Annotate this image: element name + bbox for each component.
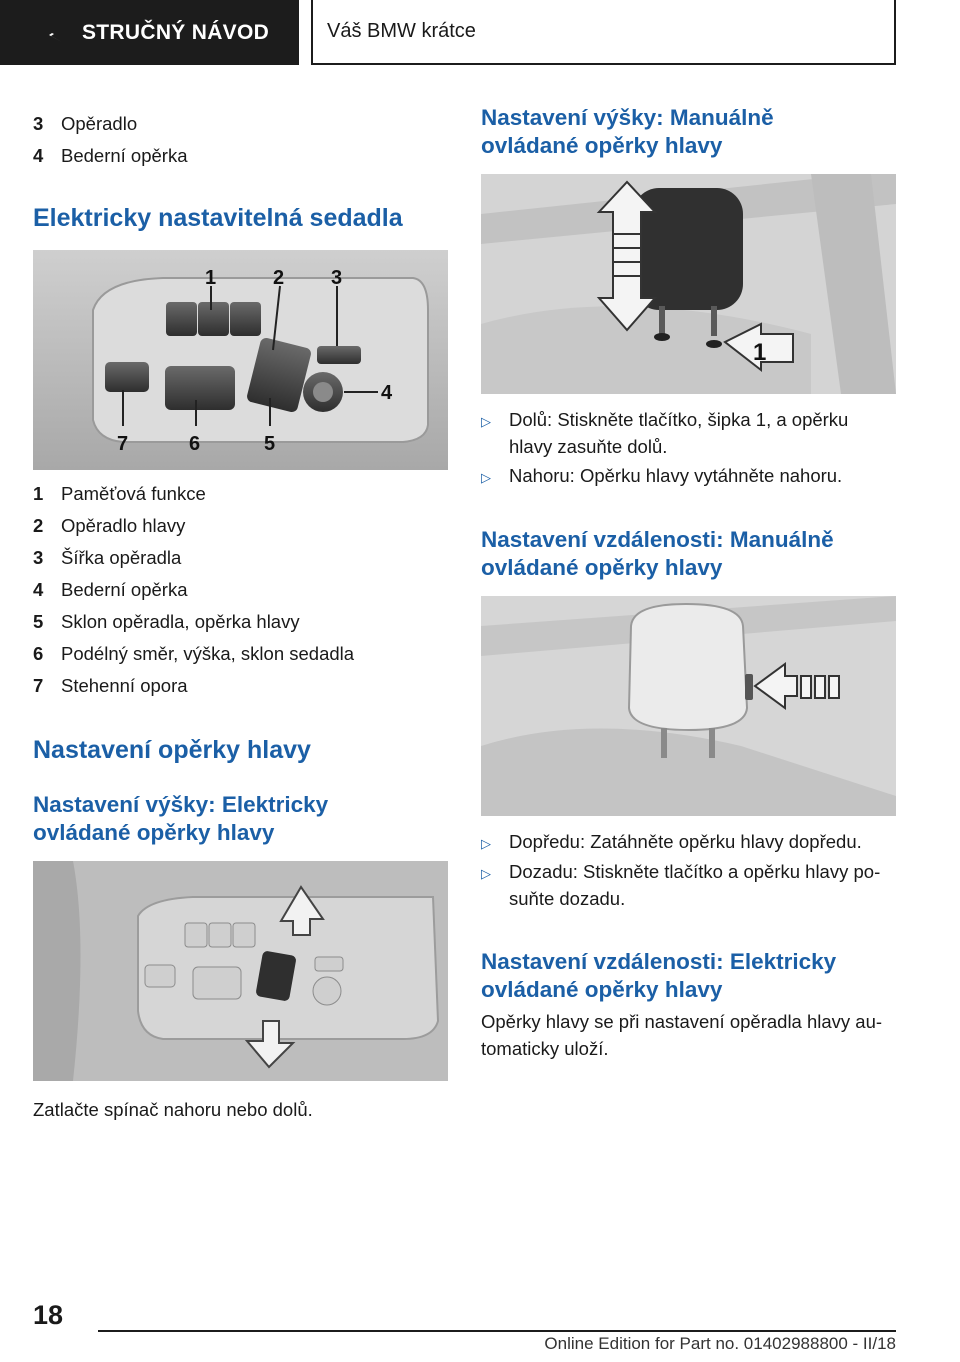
chapter-title: Váš BMW krátce — [311, 0, 896, 65]
seat-callout-2: 2 — [273, 267, 285, 289]
seat-callout-6: 6 — [189, 433, 201, 455]
list-item: 4 Bederní opěrka — [33, 579, 188, 600]
list-item: ▷ Dopředu: Zatáhněte opěrku hlavy dopředu. — [481, 828, 896, 857]
seat-callout-4: 4 — [381, 382, 393, 404]
section-tab-label: STRUČNÝ NÁVOD — [82, 20, 270, 44]
heading-electric-seats: Elektricky nastavitelná sedadla — [33, 204, 403, 232]
section-tab[interactable] — [0, 0, 299, 65]
page-number: 18 — [33, 1300, 64, 1330]
bullet-triangle-icon: ▷ — [481, 866, 491, 881]
bullet-triangle-icon: ▷ — [481, 836, 491, 851]
headrest-height-figure — [481, 174, 896, 394]
list-item: 5 Sklon opěradla, opěrka hlavy — [33, 611, 300, 632]
height-callout-1: 1 — [753, 339, 767, 366]
list-item: 6 Podélný směr, výška, sklon sedadla — [33, 643, 355, 664]
heading-headrest: Nastavení opěrky hlavy — [33, 736, 311, 764]
caption-electric: Zatlačte spínač nahoru nebo dolů. — [33, 1099, 313, 1120]
subheading-distance-electric: Nastavení vzdálenosti: Elektricky ovládané opěrky hlavy — [481, 949, 837, 1002]
edition-text: Online Edition for Part no. 01402988800 - II/18 — [544, 1334, 896, 1353]
list-item: 1 Paměťová funkce — [33, 483, 206, 504]
subheading-distance-manual: Nastavení vzdálenosti: Manuálně ovládané opěrky hlavy — [481, 527, 834, 580]
subheading-height-electric: Nastavení výšky: Elektricky ovládané opěrky hlavy — [33, 792, 329, 845]
list-item: 4 Bederní opěrka — [33, 145, 188, 166]
headrest-switch-figure — [33, 861, 448, 1081]
list-item: 7 Stehenní opora — [33, 675, 188, 696]
seat-callout-5: 5 — [264, 433, 276, 455]
list-item: ▷ Nahoru: Opěrku hlavy vytáhněte nahoru. — [481, 462, 896, 491]
seat-callout-3: 3 — [331, 267, 343, 289]
list-item: ▷ Dolů: Stiskněte tlačítko, šipka 1, a opěrku hlavy zasuňte dolů. — [481, 406, 896, 460]
footer-divider — [98, 1330, 896, 1332]
list-item: 3 Šířka opěradla — [33, 547, 182, 568]
flash-icon — [40, 22, 76, 44]
bullet-triangle-icon: ▷ — [481, 470, 491, 485]
seat-callout-7: 7 — [117, 433, 129, 455]
subheading-height-manual: Nastavení výšky: Manuálně ovládané opěrky hlavy — [481, 105, 774, 158]
list-item: ▷ Dozadu: Stiskněte tlačítko a opěrku hlavy po-suňte dozadu. — [481, 858, 896, 912]
headrest-distance-figure — [481, 596, 896, 816]
list-item: 3 Opěradlo — [33, 113, 138, 134]
distance-electric-text: Opěrky hlavy se při nastavení opěradla hlavy au-tomaticky uloží. — [481, 1011, 883, 1059]
seat-callout-1: 1 — [205, 267, 217, 289]
seat-controls-figure — [33, 250, 448, 470]
list-item: 2 Opěradlo hlavy — [33, 515, 186, 536]
bullet-triangle-icon: ▷ — [481, 414, 491, 429]
